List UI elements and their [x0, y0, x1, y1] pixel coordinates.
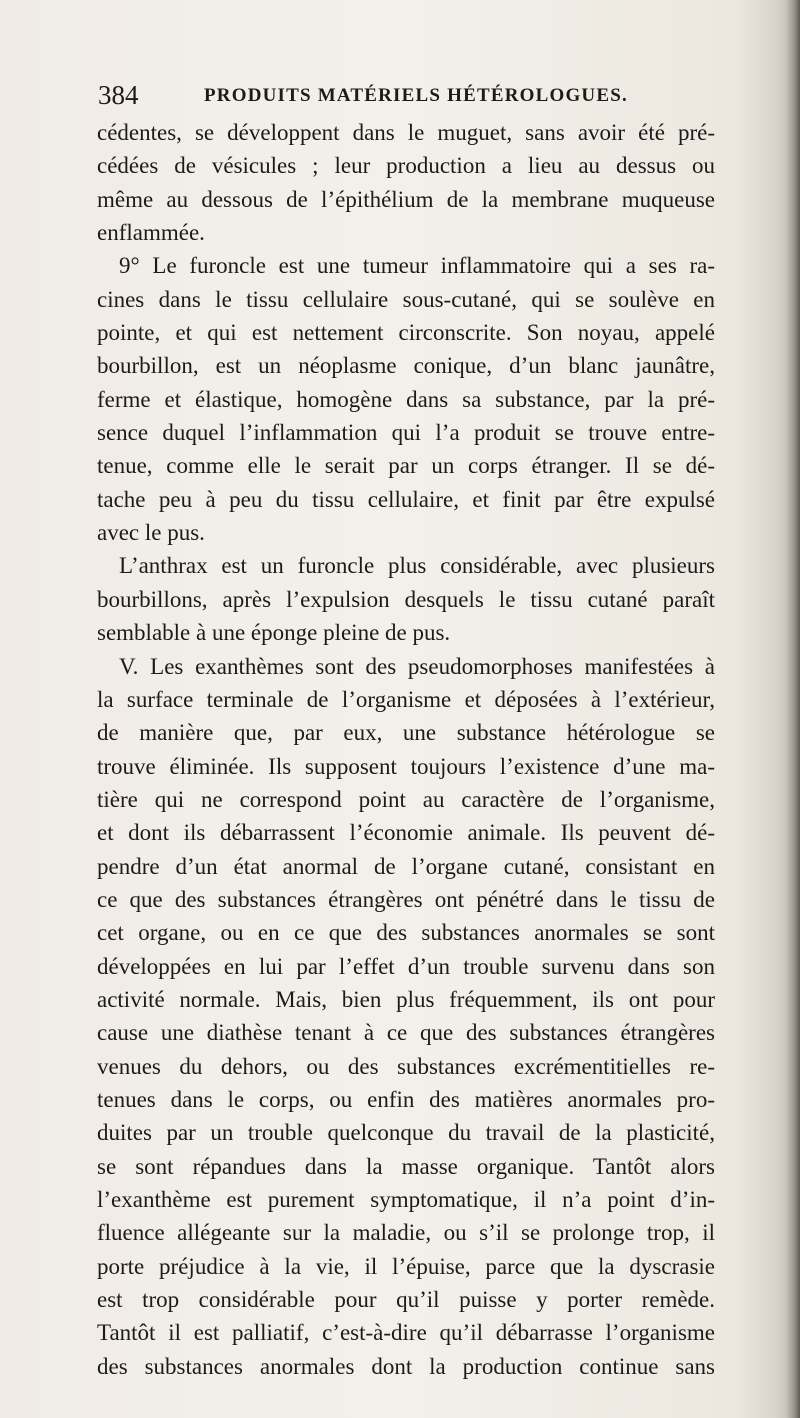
text-line: V. Les exanthèmes sont des pseudomorphoses manifestées à — [119, 653, 715, 679]
text-line: cédentes, se développent dans le muguet, sans avoir été pré- — [97, 120, 715, 145]
text-line: ferme et élastique, homogène dans sa substance, par la pré- — [97, 386, 715, 412]
text-line: même au dessous de l’épithélium de la membrane muqueuse — [97, 186, 715, 212]
text-line: tenue, comme elle le serait par un corps étranger. Il se dé- — [97, 453, 715, 479]
text-line: sence duquel l’inflammation qui l’a produit se trouve entre- — [97, 420, 715, 446]
text-line: Tantôt il est palliatif, c’est-à-dire qu’il débarrasse l’organisme — [97, 1320, 715, 1346]
text-line: pendre d’un état anormal de l’organe cutané, consistant en — [97, 853, 715, 879]
text-line: avec le pus. — [97, 520, 205, 546]
text-line: cause une diathèse tenant à ce que des substances étrangères — [97, 1020, 715, 1046]
text-line: cédées de vésicules ; leur production a lieu au dessus ou — [97, 153, 715, 179]
text-line: fluence allégeante sur la maladie, ou s’il se prolonge trop, il — [97, 1220, 715, 1246]
text-line: l’exanthème est purement symptomatique, il n’a point d’in- — [97, 1187, 715, 1212]
text-line: semblable à une éponge pleine de pus. — [97, 620, 451, 646]
text-line: ce que des substances étrangères ont pénétré dans le tissu de — [97, 886, 715, 912]
text-line: L’anthrax est un furoncle plus considérable, avec plusieurs — [119, 553, 715, 579]
text-line: porte préjudice à la vie, il l’épuise, parce que la dyscrasie — [97, 1253, 715, 1279]
text-line: de manière que, par eux, une substance hétérologue se — [97, 720, 715, 746]
text-line: tenues dans le corps, ou enfin des matières anormales pro- — [97, 1086, 715, 1112]
text-line: pointe, et qui est nettement circonscrite. Son noyau, appelé — [97, 320, 715, 346]
text-line: est trop considérable pour qu’il puisse y porter remède. — [97, 1287, 715, 1313]
text-line: bourbillons, après l’expulsion desquels le tissu cutané paraît — [97, 586, 715, 612]
body-text — [97, 116, 715, 1383]
text-line: se sont répandues dans la masse organique. Tantôt alors — [97, 1153, 715, 1179]
text-line: 9° Le furoncle est une tumeur inflammatoire qui a ses ra- — [119, 253, 715, 279]
page-header — [98, 78, 718, 112]
text-line: cines dans le tissu cellulaire sous-cutané, qui se soulève en — [97, 286, 715, 312]
text-line: activité normale. Mais, bien plus fréquemment, ils ont pour — [97, 986, 715, 1012]
running-title: PRODUITS MATÉRIELS HÉTÉROLOGUES. — [204, 85, 628, 106]
text-line: duites par un trouble quelconque du travail de la plasticité, — [97, 1120, 715, 1146]
text-line: et dont ils débarrassent l’économie animale. Ils peuvent dé- — [97, 820, 715, 846]
text-line: venues du dehors, ou des substances excrémentitielles re- — [97, 1053, 715, 1079]
text-line: trouve éliminée. Ils supposent toujours l’existence d’une ma- — [97, 753, 715, 779]
text-line: la surface terminale de l’organisme et déposées à l’extérieur, — [97, 686, 715, 712]
page-edge-shadow — [786, 0, 800, 1418]
text-line: des substances anormales dont la production continue sans — [97, 1353, 715, 1379]
text-line: développées en lui par l’effet d’un trouble survenu dans son — [97, 953, 715, 979]
text-line: enflammée. — [97, 220, 205, 246]
page-number: 384 — [98, 80, 139, 110]
text-line: tache peu à peu du tissu cellulaire, et finit par être expulsé — [97, 486, 715, 512]
text-line: cet organe, ou en ce que des substances anormales se sont — [97, 920, 715, 946]
text-line: bourbillon, est un néoplasme conique, d’un blanc jaunâtre, — [97, 353, 715, 379]
text-line: tière qui ne correspond point au caractère de l’organisme, — [97, 786, 715, 812]
